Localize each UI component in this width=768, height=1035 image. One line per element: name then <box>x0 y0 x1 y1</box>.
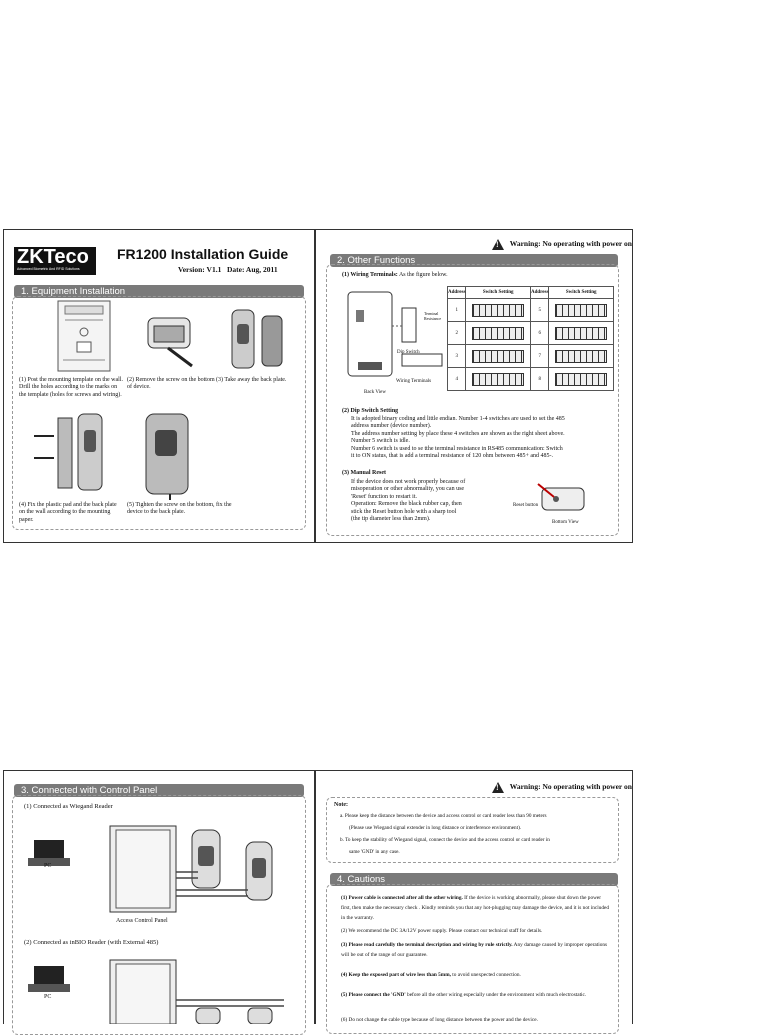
section-bar-cautions: 4. Cautions <box>330 873 618 886</box>
wiring-terminals-label: Wiring Terminals <box>396 379 432 384</box>
wiring-text: As the figure below. <box>398 272 448 278</box>
inbio-heading: (2) Connected as inBIO Reader (with External 485) <box>24 939 159 946</box>
address-cell: 1 <box>448 299 466 322</box>
dip-setting-heading: (2) Dip Switch Setting <box>342 408 399 414</box>
note-a-line1: a. Please keep the distance between the device and access control or card reader less than 90 meters <box>340 813 547 819</box>
table-header-row <box>448 287 614 299</box>
mounting-template-image <box>57 300 113 374</box>
caution-bold: (1) Power cable is connected after all the other wiring. <box>341 895 463 901</box>
caution-item <box>341 940 609 960</box>
caution-text: to avoid unexpected connection. <box>450 972 521 978</box>
address-cell: 6 <box>531 322 549 345</box>
step-1-text: (1) Post the mounting template on the wall. Drill the holes according to the marks on the template (holes for screws and wiring). <box>19 377 123 398</box>
fix-back-plate-image <box>30 412 110 496</box>
reset-line: misoperation or other abnormality, you can use <box>351 486 465 493</box>
note-b-line2: same 'GND' in any case. <box>349 849 400 855</box>
warning-banner-top <box>492 239 632 250</box>
caution-item <box>341 970 609 980</box>
switch-cell <box>549 322 614 345</box>
table-row <box>448 345 614 368</box>
address-cell: 5 <box>531 299 549 322</box>
dip-line: Number 5 switch is idle. <box>351 438 410 445</box>
dip-line: address number (device number). <box>351 423 432 430</box>
date-text: Date: Aug, 2011 <box>226 265 278 274</box>
reset-line: If the device does not work properly because of <box>351 479 466 485</box>
tighten-screw-image <box>140 412 196 500</box>
caution-bold: (5) Please connect the 'GND' <box>341 992 406 998</box>
dip-switch-icon <box>555 304 607 317</box>
dip-line: it to ON status, that is add a terminal resistance of 120 ohm between 485+ and 485-. <box>351 453 554 460</box>
note-heading: Note: <box>334 802 348 808</box>
dip-switch-icon <box>472 327 524 340</box>
caution-text: before all the other wiring especially under the environment with much electrostatic. <box>405 992 587 998</box>
address-switch-table <box>447 286 614 391</box>
step-3-text: (3) Take away the back plate. <box>216 377 287 383</box>
brand-logo <box>14 247 96 275</box>
caution-item <box>341 926 609 936</box>
dip-switch-icon <box>472 304 524 317</box>
dip-setting-text <box>351 416 613 460</box>
bottom-view-label: Bottom View <box>552 520 579 525</box>
col-address: Address <box>448 287 466 299</box>
wiegand-heading: (1) Connected as Wiegand Reader <box>24 803 113 810</box>
dip-switch-icon <box>555 350 607 363</box>
table-row <box>448 299 614 322</box>
reset-line: 'Reset' function to restart it. <box>351 493 417 500</box>
switch-cell <box>466 299 531 322</box>
back-view-label: Back View <box>364 390 386 395</box>
logo-text: ZKTeco <box>17 246 89 268</box>
warning-banner-bottom <box>492 782 632 793</box>
col-switch-setting-2: Switch Setting <box>549 287 614 299</box>
address-cell: 2 <box>448 322 466 345</box>
terminal-resistance-label: Terminal Resistance <box>424 311 442 321</box>
address-cell: 8 <box>531 368 549 391</box>
table-row <box>448 322 614 345</box>
dip-line: Number 6 switch is used to se tthe terminal resistance in RS485 communication: Switch <box>351 445 563 452</box>
version-text: Version: V1.1 <box>178 265 222 274</box>
note-b-line1: b. To keep the stability of Wiegand signal, connect the device and the access control or card reader in <box>340 837 550 843</box>
caution-item <box>341 1016 609 1024</box>
dip-line: It is adopted binary coding and little endian. Number 1-4 switches are used to set the 485 <box>351 416 565 422</box>
warning-text: Warning: No operating with power on <box>509 782 632 792</box>
caution-text: Any damage caused by improper operations will be out of the range of our guarantee. <box>341 942 608 958</box>
dip-switch-icon <box>472 373 524 386</box>
inbio-wiring-diagram <box>26 956 288 1024</box>
caution-item <box>341 990 609 1000</box>
section-bar-equipment: 1. Equipment Installation <box>14 285 304 298</box>
remove-screw-image <box>140 312 202 370</box>
pc-label: PC <box>44 863 52 869</box>
caution-bold: (4) Keep the exposed part of wire less than 5mm, <box>341 972 451 978</box>
caution-text: (6) Do not change the cable type because of long distance between the power and the device. <box>341 1017 538 1023</box>
warning-icon <box>492 782 504 793</box>
wiegand-wiring-diagram <box>26 818 288 914</box>
dip-switch-icon <box>472 350 524 363</box>
caution-text: (2) We recommend the DC 3A/12V power supply. Please contact our technical staff for details. <box>341 928 543 934</box>
manual-reset-heading: (3) Manual Reset <box>342 470 386 476</box>
reset-line: Operation: Remove the black rubber cap, then <box>351 501 462 508</box>
reset-line: stick the Reset button hole with a sharp tool <box>351 508 457 515</box>
dip-switch-icon <box>555 373 607 386</box>
switch-cell <box>549 299 614 322</box>
warning-text: Warning: No operating with power on <box>509 239 632 249</box>
address-cell: 7 <box>531 345 549 368</box>
dip-line: The address number setting by place these 4 switches are shown as the right sheet above. <box>351 430 565 437</box>
section-bar-control-panel: 3. Connected with Control Panel <box>14 784 304 797</box>
reset-button-label: Reset button <box>513 503 539 508</box>
table-row <box>448 368 614 391</box>
guide-title: FR1200 Installation Guide <box>117 246 289 262</box>
manual-reset-text <box>351 479 511 523</box>
dip-switch-label: Dip Switch <box>397 350 420 355</box>
wiring-heading: (1) Wiring Terminals: <box>342 272 398 278</box>
warning-icon <box>492 239 504 250</box>
caution-text: If the device is working abnormally, please shut down the power first, then make the necessary check . Kindly reminds you that any hot-plugging may damage the device, and it is not included in the warranty. <box>341 895 610 921</box>
note-a-line2: (Please use Wiegand signal extender in long distance or interference environment). <box>349 825 522 831</box>
dip-switch-icon <box>555 327 607 340</box>
switch-cell <box>466 322 531 345</box>
reset-line: (the tip diameter less than 2mm). <box>351 516 431 523</box>
logo-tagline: Advanced Biometric And RFID Solutions <box>17 267 80 271</box>
bottom-view-diagram <box>536 482 592 516</box>
caution-item <box>341 893 609 923</box>
access-panel-label: Access Control Panel <box>116 918 168 924</box>
switch-cell <box>549 345 614 368</box>
caution-bold: (3) Please read carefully the terminal description and wiring by rule strictly. <box>341 942 513 948</box>
version-line <box>178 265 278 274</box>
address-cell: 4 <box>448 368 466 391</box>
back-plate-image <box>228 306 292 374</box>
back-view-diagram <box>338 288 448 388</box>
switch-cell <box>466 368 531 391</box>
col-switch-setting: Switch Setting <box>466 287 531 299</box>
step-4-text: (4) Fix the plastic pad and the back plate on the wall according to the mounting paper. <box>19 502 117 523</box>
wiring-terminals-line <box>342 272 448 279</box>
switch-cell <box>549 368 614 391</box>
pc-label-2: PC <box>44 994 52 1000</box>
switch-cell <box>466 345 531 368</box>
col-address-2: Address <box>531 287 549 299</box>
step-2-text: (2) Remove the screw on the bottom of device. <box>127 377 215 391</box>
section-bar-other-functions: 2. Other Functions <box>330 254 618 267</box>
address-cell: 3 <box>448 345 466 368</box>
step-5-text: (5) Tighten the screw on the bottom, fix the device to the back plate. <box>127 502 232 516</box>
